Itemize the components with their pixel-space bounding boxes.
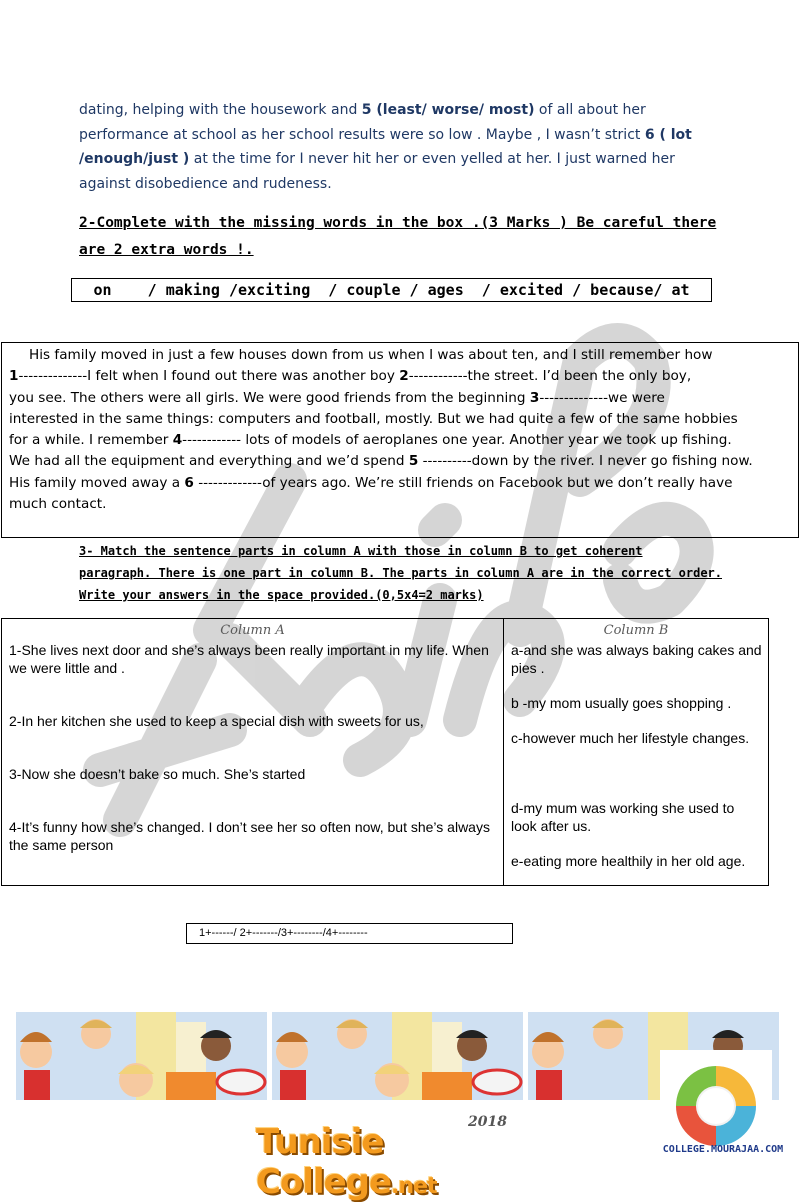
column-b-item-e: e-eating more healthily in her old age.: [511, 853, 746, 869]
choice-5: 5 (least/ worse/ most): [361, 102, 535, 118]
intro-line-1-end: of all about her: [534, 102, 646, 118]
column-a-header: Column A: [220, 623, 285, 638]
column-a-item-4: 4-It’s funny how she’s changed. I don’t see her so often now, but she’s always the same person: [9, 819, 490, 853]
banner-image-2: [272, 1012, 523, 1100]
blank-number: 5: [408, 453, 419, 470]
passage-line: -------------of years ago. We’re still friends on Facebook but we don’t really have: [193, 474, 733, 491]
passage-line: --------------I felt when I found out there was another boy: [18, 368, 400, 385]
column-a-item-3: 3-Now she doesn’t bake so much. She’s started: [9, 766, 306, 782]
choice-6-end: /enough/just ): [79, 151, 190, 167]
task-3-line-3: Write your answers in the space provided.(0,5x4=2 marks): [79, 588, 484, 602]
task-2-line-2: are 2 extra words !.: [79, 242, 254, 258]
blank-number: 6: [184, 474, 194, 491]
passage-line: for a while. I remember: [9, 432, 173, 449]
reading-passage: [1, 342, 799, 538]
passage-line: ----------down by the river. I never go fishing now.: [418, 453, 753, 470]
column-a-item-1: 1-She lives next door and she’s always been really important in my life. When we were little and .: [9, 642, 489, 676]
passage-line: His family moved away a: [9, 474, 185, 491]
brand-suffix: .net: [391, 1174, 437, 1199]
site-url: COLLEGE.MOURAJAA.COM: [662, 1144, 784, 1155]
passage-line: --------------we were: [539, 389, 665, 406]
choice-6-start: 6 ( lot: [644, 126, 692, 143]
intro-line-1: dating, helping with the housework and: [79, 102, 362, 118]
matching-table: [1, 618, 769, 886]
passage-line: you see. The others were all girls. We were good friends from the beginning: [9, 389, 530, 406]
answer-box[interactable]: 1+------/ 2+-------/3+--------/4+--------: [186, 923, 513, 944]
task-2-heading: [79, 210, 719, 264]
intro-line-4: against disobedience and rudeness.: [79, 175, 332, 192]
column-a: [2, 619, 504, 885]
passage-line: His family moved in just a few houses down from us when I was about ten, and I still remember how: [29, 347, 713, 363]
column-b-item-a: a-and she was always baking cakes and pies .: [511, 642, 762, 676]
passage-line: much contact.: [9, 496, 107, 513]
task-3-line-2: paragraph. There is one part in column B. The parts in column A are in the correct order.: [79, 566, 722, 580]
blank-number: 3: [529, 389, 540, 406]
column-b-item-b: b -my mom usually goes shopping .: [511, 695, 732, 711]
task-2-line-1: 2-Complete with the missing words in the box .(3 Marks ) Be careful there: [79, 215, 717, 231]
intro-line-2: performance at school as her school results were so low . Maybe , I wasn’t strict: [79, 126, 645, 143]
blank-number: 4: [172, 432, 183, 449]
passage-line: We had all the equipment and everything and we’d spend: [9, 453, 409, 470]
footer-year: 2018: [468, 1114, 507, 1130]
column-b-header: Column B: [603, 623, 669, 638]
intro-paragraph: [79, 98, 719, 196]
column-b-item-c: c-however much her lifestyle changes.: [511, 730, 750, 746]
brand-name: Tunisie College: [256, 1122, 392, 1202]
task-3-line-1: 3- Match the sentence parts in column A with those in column B to get coherent: [79, 544, 643, 558]
intro-line-3: at the time for I never hit her or even yelled at her. I just warned her: [189, 151, 675, 167]
mourajaa-logo: [660, 1050, 772, 1152]
blank-number: 2: [399, 368, 409, 385]
banner-image-1: [16, 1012, 267, 1100]
passage-line: interested in the same things: computers and football, mostly. But we had quite a few of the same hobbies: [9, 410, 738, 427]
blank-number: 1: [9, 368, 19, 385]
passage-line: ------------ lots of models of aeroplanes one year. Another year we took up fishing.: [182, 432, 732, 449]
column-b-item-d: d-my mum was working she used to look after us.: [511, 800, 735, 834]
column-b: [504, 619, 768, 885]
task-3-heading: [79, 540, 759, 606]
brand-logo: [256, 1122, 556, 1202]
word-box: on / making /exciting / couple / ages / excited / because/ at: [71, 278, 712, 302]
column-a-item-2: 2-In her kitchen she used to keep a special dish with sweets for us,: [9, 713, 424, 729]
passage-line: ------------the street. I’d been the only boy,: [408, 368, 692, 385]
